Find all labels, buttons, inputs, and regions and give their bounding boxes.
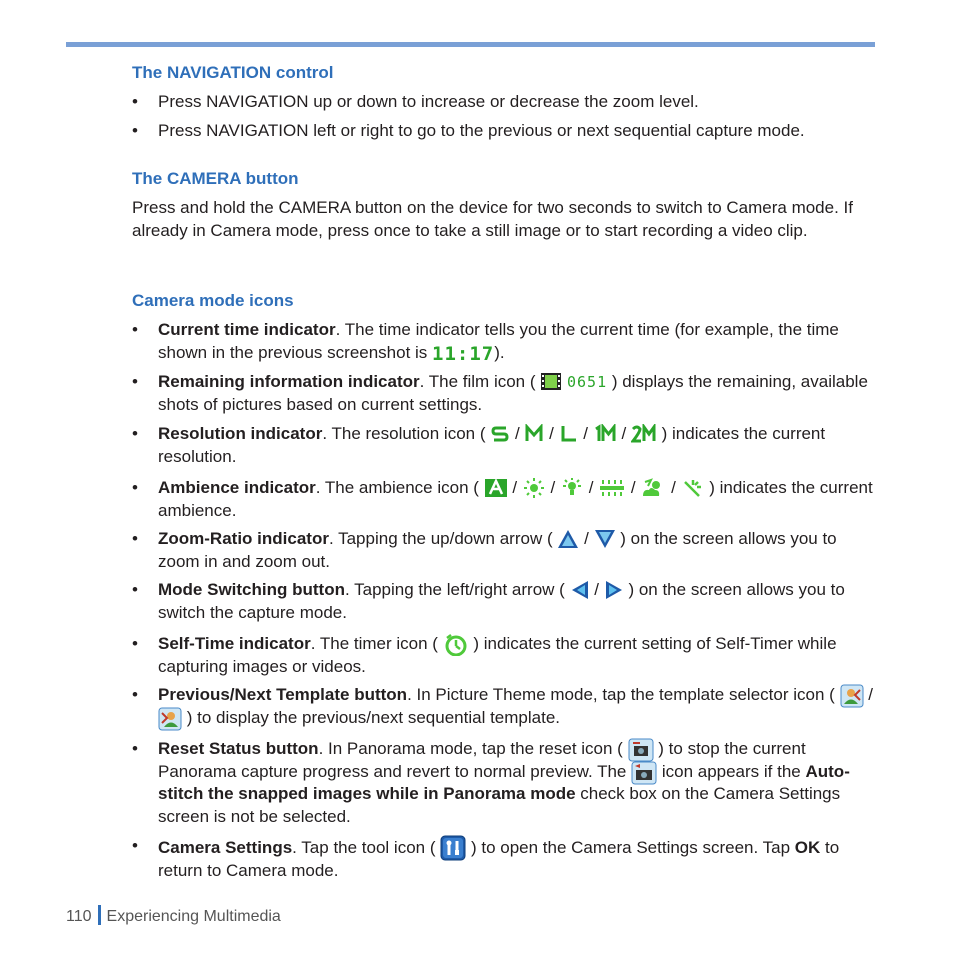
left-arrow-icon[interactable] [570,580,590,599]
template-next-icon[interactable] [158,707,182,729]
ambience-incandescent-icon [560,478,584,497]
zoom-up-arrow-icon[interactable] [557,529,579,548]
ambience-night-icon [681,478,705,497]
heading-navigation: The NAVIGATION control [132,63,334,82]
page-footer [66,905,281,926]
resolution-large-icon [559,424,579,443]
resolution-1m-icon [593,424,617,443]
zoom-down-arrow-icon[interactable] [594,529,616,548]
right-arrow-icon[interactable] [604,580,624,599]
ambience-auto-icon [484,478,508,497]
list-item-mode: • Mode Switching button. Tapping the left/right arrow ( / ) on the screen allows you to switch the capture mode. [132,580,845,622]
list-item-ambience: • Ambience indicator. The ambience icon ( / / / / / ) indicates the current ambience. [132,478,873,520]
resolution-2m-icon [631,424,657,443]
list-item: • Press NAVIGATION left or right to go to the previous or next sequential capture mode. [132,121,805,140]
ambience-fluorescent-icon [598,478,626,497]
list-item-reset: • Reset Status button. In Panorama mode, tap the reset icon ( ) to stop the current Panorama capture progress and revert to normal preview. The icon appears if the Auto-stitch the snapped images while in Panorama mode check box on the Camera Settings screen is not be selected. [132,739,850,826]
panorama-reset-icon [631,761,657,783]
list-item-remaining: • Remaining information indicator. The film icon ( 0651 ) displays the remaining, available shots of pictures based on current settings. [132,372,868,414]
time-readout: 11:17 [432,342,495,365]
list-item-zoom: • Zoom-Ratio indicator. Tapping the up/down arrow ( / ) on the screen allows you to zoom in and zoom out. [132,529,837,571]
shots-remaining-readout: 0651 [566,373,608,391]
tool-icon[interactable] [440,835,466,859]
header-rule [66,42,875,47]
section-name: Experiencing Multimedia [106,908,281,925]
ambience-cloudy-icon [640,478,666,497]
heading-camera-icons: Camera mode icons [132,291,294,310]
camera-paragraph: Press and hold the CAMERA button on the device for two seconds to switch to Camera mode. If already in Camera mode, press once to take a still image or to start recording a video clip. [132,198,853,240]
resolution-small-icon [490,424,510,443]
resolution-medium-icon [524,424,544,443]
heading-camera-button: The CAMERA button [132,169,299,188]
film-icon [540,372,562,391]
list-item-time: • Current time indicator. The time indicator tells you the current time (for example, the time shown in the previous screenshot is 11:17). [132,320,839,365]
template-previous-icon[interactable] [840,684,864,706]
reset-icon[interactable] [628,738,654,760]
list-item: • Press NAVIGATION up or down to increase or decrease the zoom level. [132,92,699,111]
list-item-template: • Previous/Next Template button. In Picture Theme mode, tap the template selector icon ( / ) to display the previous/next sequential template. [132,684,877,729]
page-number: 110 [66,908,92,925]
footer-divider [98,905,101,925]
list-item-self-timer: • Self-Time indicator. The timer icon ( ) indicates the current setting of Self-Timer while capturing images or videos. [132,634,837,676]
ambience-sunny-icon [522,478,546,497]
list-item-settings: • Camera Settings. Tap the tool icon ( ) to open the Camera Settings screen. Tap OK to return to Camera mode. [132,836,840,880]
list-item-resolution: • Resolution indicator. The resolution icon ( / / / / ) indicates the current resolution. [132,424,826,466]
timer-icon [443,634,469,653]
